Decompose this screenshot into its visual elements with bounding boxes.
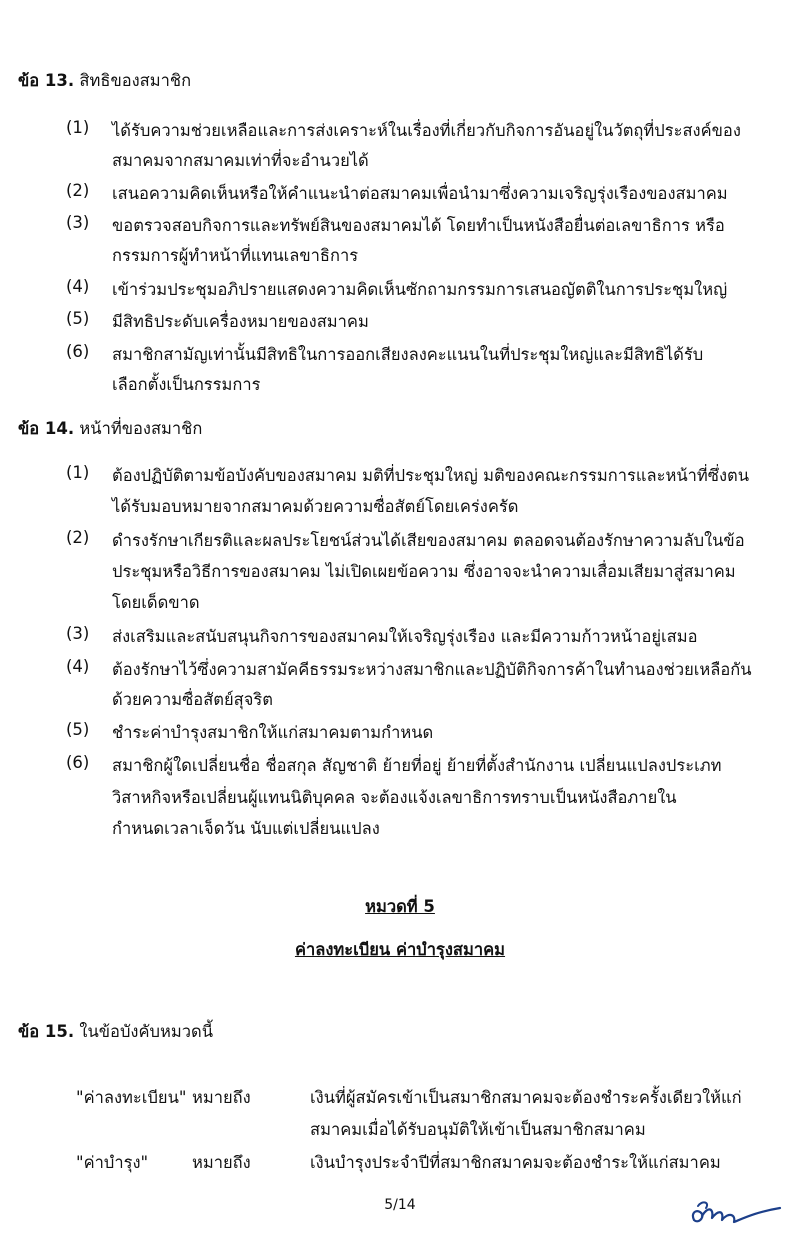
def-2-term: "ค่าบำรุง"	[76, 1153, 149, 1172]
section-14-title: หน้าที่ของสมาชิก	[79, 419, 203, 438]
s14-item-1-line-2: ได้รับมอบหมายจากสมาคมด้วยความซื่อสัตย์โดยเคร่งครัด	[112, 497, 519, 516]
s14-item-5-line-1: ชำระค่าบำรุงสมาชิกให้แก่สมาคมตามกำหนด	[112, 723, 434, 742]
s13-item-2-line-1: เสนอความคิดเห็นหรือให้คำแนะนำต่อสมาคมเพื่อนำมาซึ่งความเจริญรุ่งเรืองของสมาคม	[112, 184, 728, 203]
section-15-label: ข้อ 15.	[18, 1022, 75, 1041]
def-1-term: "ค่าลงทะเบียน"	[76, 1088, 187, 1107]
section-15-heading	[18, 1019, 213, 1045]
def-1-means: หมายถึง	[192, 1088, 251, 1107]
s13-item-3-num: (3)	[66, 213, 90, 232]
s14-item-3-line-1: ส่งเสริมและสนับสนุนกิจการของสมาคมให้เจริญรุ่งเรือง และมีความก้าวหน้าอยู่เสมอ	[112, 627, 698, 646]
s13-item-6-line-1: สมาชิกสามัญเท่านั้นมีสิทธิในการออกเสียงลงคะแนนในที่ประชุมใหญ่และมีสิทธิได้รับ	[112, 345, 704, 364]
signature-mark	[684, 1196, 784, 1232]
s14-item-4-line-2: ด้วยความซื่อสัตย์สุจริต	[112, 690, 273, 709]
s14-item-5-num: (5)	[66, 720, 90, 739]
chapter-subheading: ค่าลงทะเบียน ค่าบำรุงสมาคม	[294, 940, 506, 959]
s14-item-2-line-2: ประชุมหรือวิธีการของสมาคม ไม่เปิดเผยข้อความ ซึ่งอาจจะนำความเสื่อมเสียมาสู่สมาคม	[112, 562, 736, 581]
s13-item-4-num: (4)	[66, 277, 90, 296]
s13-item-5-line-1: มีสิทธิประดับเครื่องหมายของสมาคม	[112, 312, 369, 331]
s14-item-6-line-3: กำหนดเวลาเจ็ดวัน นับแต่เปลี่ยนแปลง	[112, 819, 380, 838]
s13-item-6-line-2: เลือกตั้งเป็นกรรมการ	[112, 375, 261, 394]
s13-item-3-line-2: กรรมการผู้ทำหน้าที่แทนเลขาธิการ	[112, 246, 359, 265]
page-number: 5/14	[384, 1197, 416, 1213]
s14-item-4-num: (4)	[66, 657, 90, 676]
s13-item-3-line-1: ขอตรวจสอบกิจการและทรัพย์สินของสมาคมได้ โดยทำเป็นหนังสือยื่นต่อเลขาธิการ หรือ	[112, 216, 725, 235]
s13-item-4-line-1: เข้าร่วมประชุมอภิปรายแสดงความคิดเห็นซักถามกรรมการเสนอญัตติในการประชุมใหญ่	[112, 280, 728, 299]
s13-item-2-num: (2)	[66, 181, 90, 200]
s14-item-2-num: (2)	[66, 528, 90, 547]
section-13-label: ข้อ 13.	[18, 71, 75, 90]
s14-item-2-line-1: ดำรงรักษาเกียรติและผลประโยชน์ส่วนได้เสียของสมาคม ตลอดจนต้องรักษาความลับในข้อ	[112, 531, 745, 550]
s14-item-6-num: (6)	[66, 753, 90, 772]
section-13-heading	[18, 68, 191, 94]
s14-item-2-line-3: โดยเด็ดขาด	[112, 593, 200, 612]
s13-item-1-line-1: ได้รับความช่วยเหลือและการส่งเคราะห์ในเรื่องที่เกี่ยวกับกิจการอันอยู่ในวัตถุที่ประสงค์ของ	[112, 121, 741, 140]
section-14-label: ข้อ 14.	[18, 419, 75, 438]
s13-item-6-num: (6)	[66, 342, 90, 361]
s14-item-6-line-2: วิสาหกิจหรือเปลี่ยนผู้แทนนิติบุคคล จะต้องแจ้งเลขาธิการทราบเป็นหนังสือภายใน	[112, 788, 677, 807]
section-15-title: ในข้อบังคับหมวดนี้	[79, 1022, 214, 1041]
s13-item-5-num: (5)	[66, 309, 90, 328]
s14-item-4-line-1: ต้องรักษาไว้ซึ่งความสามัคคีธรรมระหว่างสมาชิกและปฏิบัติกิจการค้าในทำนองช่วยเหลือกัน	[112, 660, 752, 679]
s14-item-6-line-1: สมาชิกผู้ใดเปลี่ยนชื่อ ชื่อสกุล สัญชาติ ย้ายที่อยู่ ย้ายที่ตั้งสำนักงาน เปลี่ยนแปลงประเภท	[112, 756, 722, 775]
section-14-heading	[18, 416, 202, 442]
def-2-line-1: เงินบำรุงประจำปีที่สมาชิกสมาคมจะต้องชำระให้แก่สมาคม	[310, 1153, 721, 1172]
s14-item-1-num: (1)	[66, 463, 90, 482]
s13-item-1-num: (1)	[66, 118, 90, 137]
s13-item-1-line-2: สมาคมจากสมาคมเท่าที่จะอำนวยได้	[112, 151, 369, 170]
section-13-title: สิทธิของสมาชิก	[79, 71, 192, 90]
chapter-heading: หมวดที่ 5	[365, 897, 435, 916]
s14-item-3-num: (3)	[66, 624, 90, 643]
s14-item-1-line-1: ต้องปฏิบัติตามข้อบังคับของสมาคม มติที่ประชุมใหญ่ มติของคณะกรรมการและหน้าที่ซึ่งตน	[112, 466, 750, 485]
def-2-means: หมายถึง	[192, 1153, 251, 1172]
def-1-line-2: สมาคมเมื่อได้รับอนุมัติให้เข้าเป็นสมาชิกสมาคม	[310, 1120, 646, 1139]
def-1-line-1: เงินที่ผู้สมัครเข้าเป็นสมาชิกสมาคมจะต้องชำระครั้งเดียวให้แก่	[310, 1088, 742, 1107]
